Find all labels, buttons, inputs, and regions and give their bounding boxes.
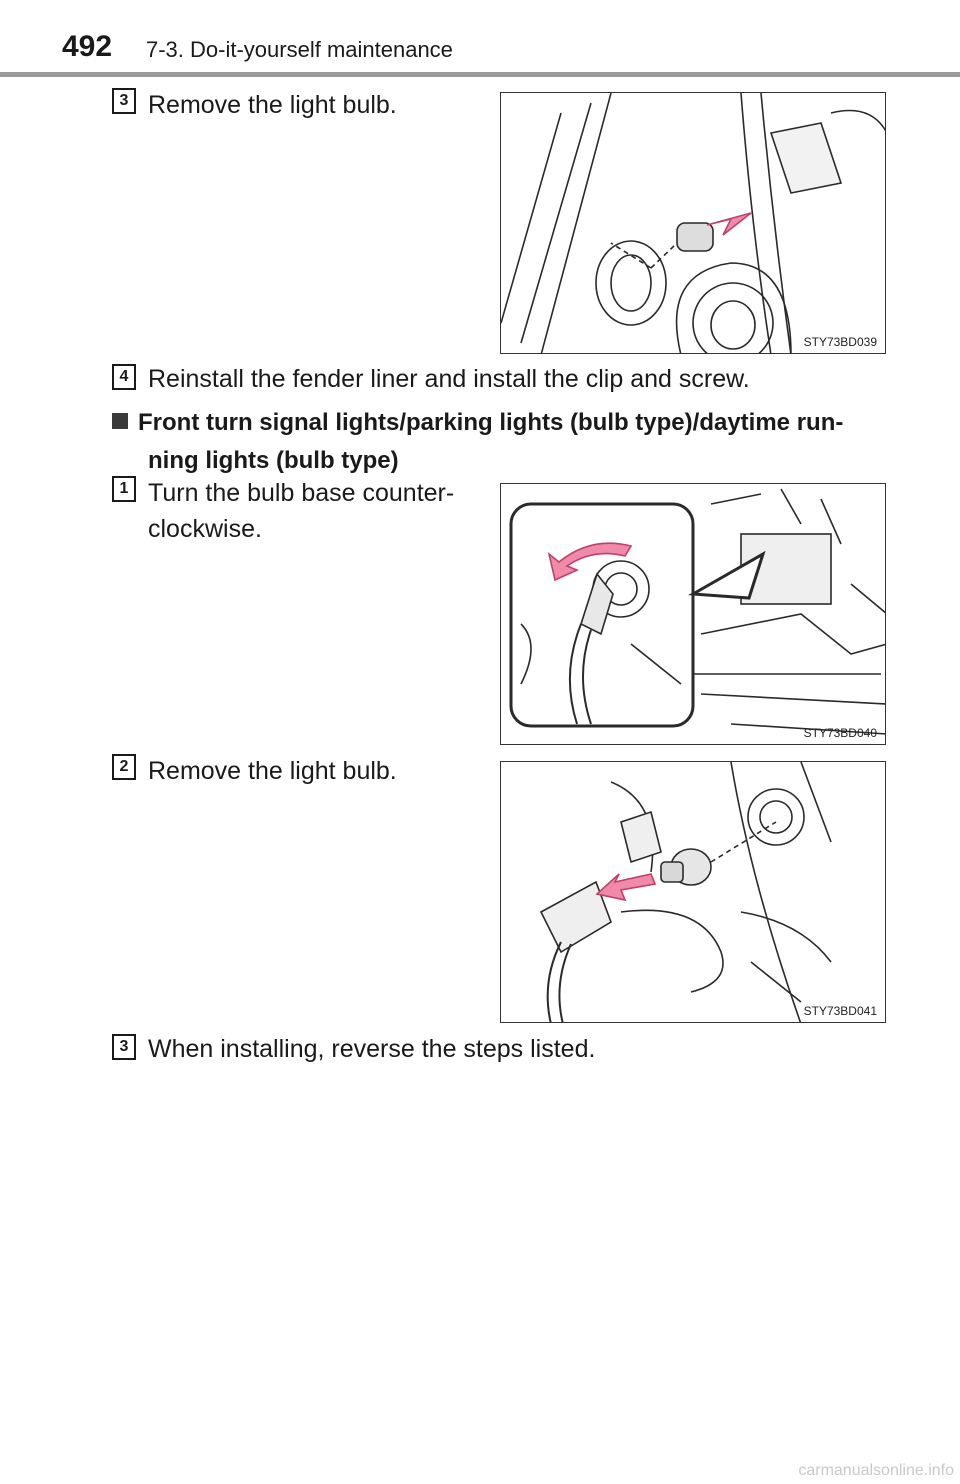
figure-turn-bulb-base — [500, 483, 886, 745]
step-text-remove-bulb-2: Remove the light bulb. — [148, 757, 397, 785]
step-text-remove-bulb: Remove the light bulb. — [148, 91, 397, 119]
figure-remove-bulb-2 — [500, 761, 886, 1023]
section-heading — [112, 404, 902, 480]
step-number-2: 2 — [112, 754, 136, 780]
figure-remove-bulb — [500, 92, 886, 354]
section-title: 7-3. Do-it-yourself maintenance — [146, 37, 453, 62]
section-heading-line2: ning lights (bulb type) — [148, 447, 399, 474]
figure-code: STY73BD039 — [803, 335, 877, 349]
watermark: carmanualsonline.info — [798, 1462, 954, 1479]
step-number-3: 3 — [112, 88, 136, 114]
step-number-3b: 3 — [112, 1034, 136, 1060]
square-bullet-icon — [112, 413, 128, 429]
step-text-turn-base-line2: clockwise. — [148, 515, 262, 543]
figure-code: STY73BD041 — [803, 1004, 877, 1018]
step-text-reinstall-liner: Reinstall the fender liner and install the clip and screw. — [148, 365, 750, 393]
section-heading-line1: Front turn signal lights/parking lights (bulb type)/daytime run- — [138, 409, 844, 436]
step-number-4: 4 — [112, 364, 136, 390]
step-text-turn-base-line1: Turn the bulb base counter- — [148, 479, 455, 507]
page-number: 492 — [62, 30, 113, 63]
figure-code: STY73BD040 — [803, 726, 877, 740]
header-divider — [0, 72, 960, 77]
step-text-reverse-steps: When installing, reverse the steps listed. — [148, 1035, 596, 1063]
step-number-1: 1 — [112, 476, 136, 502]
